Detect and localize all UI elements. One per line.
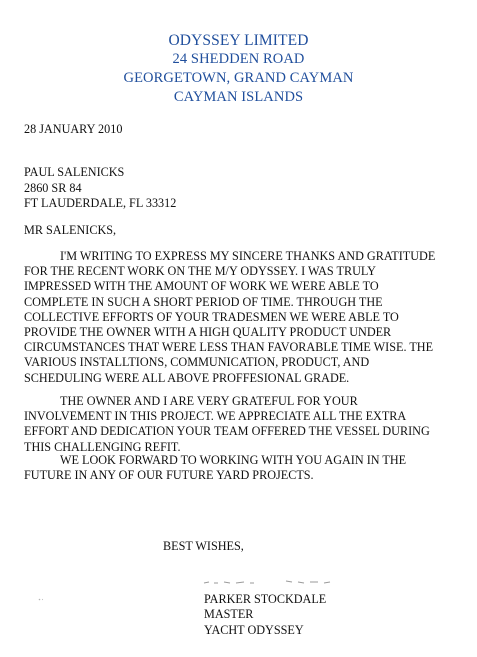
signer-vessel: YACHT ODYSSEY [204, 622, 304, 637]
paragraph-line: THIS CHALLENGING REFIT. [24, 439, 181, 454]
scan-speck [38, 598, 44, 601]
letterhead [0, 31, 477, 107]
signature-block [204, 592, 326, 638]
paragraph-line: FUTURE IN ANY OF OUR FUTURE YARD PROJECTS. [24, 468, 314, 483]
company-name: ODYSSEY LIMITED [168, 32, 309, 49]
paragraph-line: THE OWNER AND I ARE VERY GRATEFUL FOR YOUR [60, 394, 358, 408]
paragraph-line: COLLECTIVE EFFORTS OF YOUR TRADESMEN WE WERE ABLE TO [24, 309, 399, 324]
recipient-name: PAUL SALENICKS [24, 165, 125, 179]
closing: BEST WISHES, [163, 539, 244, 553]
paragraph-line: SCHEDULING WERE ALL ABOVE PROFFESIONAL GRADE. [24, 370, 350, 385]
company-street: 24 SHEDDEN ROAD [172, 51, 305, 67]
recipient-city: FT LAUDERDALE, FL 33312 [24, 196, 177, 210]
paragraph-line: VARIOUS INSTALLTIONS, COMMUNICATION, PRODUCT, AND [24, 355, 370, 370]
body-paragraph-3 [24, 453, 464, 483]
recipient-address [24, 165, 176, 212]
body-paragraph-1 [24, 249, 464, 386]
company-country: CAYMAN ISLANDS [173, 89, 304, 105]
recipient-street: 2860 SR 84 [24, 180, 82, 195]
signature-trace [200, 578, 340, 586]
paragraph-line: PROVIDE THE OWNER WITH A HIGH QUALITY PRODUCT UNDER [24, 325, 392, 340]
paragraph-line: IMPRESSED WITH THE AMOUNT OF WORK WE WERE ABLE TO [24, 279, 379, 294]
paragraph-line: INVOLVEMENT IN THIS PROJECT. WE APPRECIATE ALL THE EXTRA [24, 409, 407, 424]
paragraph-line: COMPLETE IN SUCH A SHORT PERIOD OF TIME. THROUGH THE [24, 294, 383, 309]
signer-name: PARKER STOCKDALE [204, 592, 327, 606]
company-city: GEORGETOWN, GRAND CAYMAN [123, 70, 354, 86]
signer-title: MASTER [204, 607, 254, 622]
letter-date: 28 JANUARY 2010 [24, 122, 123, 136]
paragraph-line: FOR THE RECENT WORK ON THE M/Y ODYSSEY. I WAS TRULY [24, 264, 376, 279]
paragraph-line: CIRCUMSTANCES THAT WERE LESS THAN FAVORABLE TIME WISE. THE [24, 340, 434, 355]
salutation: MR SALENICKS, [24, 223, 117, 237]
paragraph-line: EFFORT AND DEDICATION YOUR TEAM OFFERED THE VESSEL DURING [24, 424, 430, 439]
paragraph-line: WE LOOK FORWARD TO WORKING WITH YOU AGAIN IN THE [60, 453, 407, 467]
body-paragraph-2 [24, 394, 464, 455]
paragraph-line: I'M WRITING TO EXPRESS MY SINCERE THANKS AND GRATITUDE [60, 249, 436, 263]
